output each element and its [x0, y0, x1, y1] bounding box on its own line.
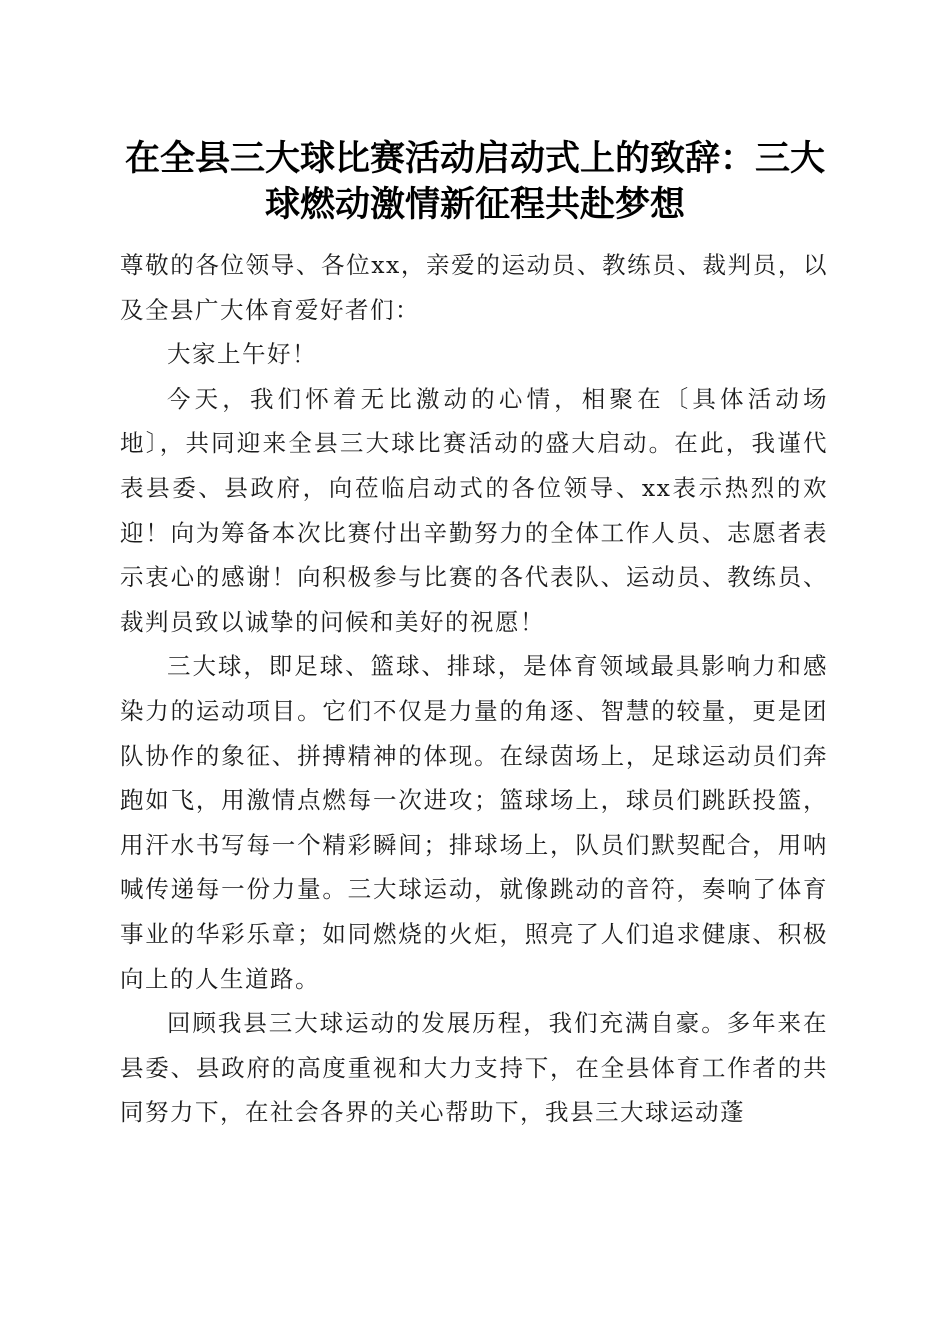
greeting: 大家上午好！ [167, 340, 317, 369]
document-body [120, 243, 828, 1135]
document-title [110, 136, 840, 228]
salutation: 尊敬的各位领导、各位xx，亲爱的运动员、教练员、裁判员，以及全县广大体育爱好者们： [120, 251, 828, 324]
title-line-1: 在全县三大球比赛活动启动式上的致辞：三大 [124, 138, 825, 179]
paragraph: 三大球，即足球、篮球、排球，是体育领域最具影响力和感染力的运动项目。它们不仅是力量的角逐、智慧的较量，更是团队协作的象征、拼搏精神的体现。在绿茵场上，足球运动员们奔跑如飞，用激情点燃每一次进攻；篮球场上，球员们跳跃投篮，用汗水书写每一个精彩瞬间；排球场上，队员们默契配合，用呐喊传递每一份力量。三大球运动，就像跳动的音符，奏响了体育事业的华彩乐章；如同燃烧的火炬，照亮了人们追求健康、积极向上的人生道路。 [120, 652, 828, 993]
paragraph: 回顾我县三大球运动的发展历程，我们充满自豪。多年来在县委、县政府的高度重视和大力支持下，在全县体育工作者的共同努力下，在社会各界的关心帮助下，我县三大球运动蓬 [120, 1009, 828, 1127]
title-line-2: 球燃动激情新征程共赴梦想 [264, 184, 685, 225]
paragraph: 今天，我们怀着无比激动的心情，相聚在〔具体活动场地〕，共同迎来全县三大球比赛活动的盛大启动。在此，我谨代表县委、县政府，向莅临启动式的各位领导、xx表示热烈的欢迎！向为筹备本次比赛付出辛勤努力的全体工作人员、志愿者表示衷心的感谢！向积极参与比赛的各代表队、运动员、教练员、裁判员致以诚挚的问候和美好的祝愿！ [120, 384, 828, 636]
